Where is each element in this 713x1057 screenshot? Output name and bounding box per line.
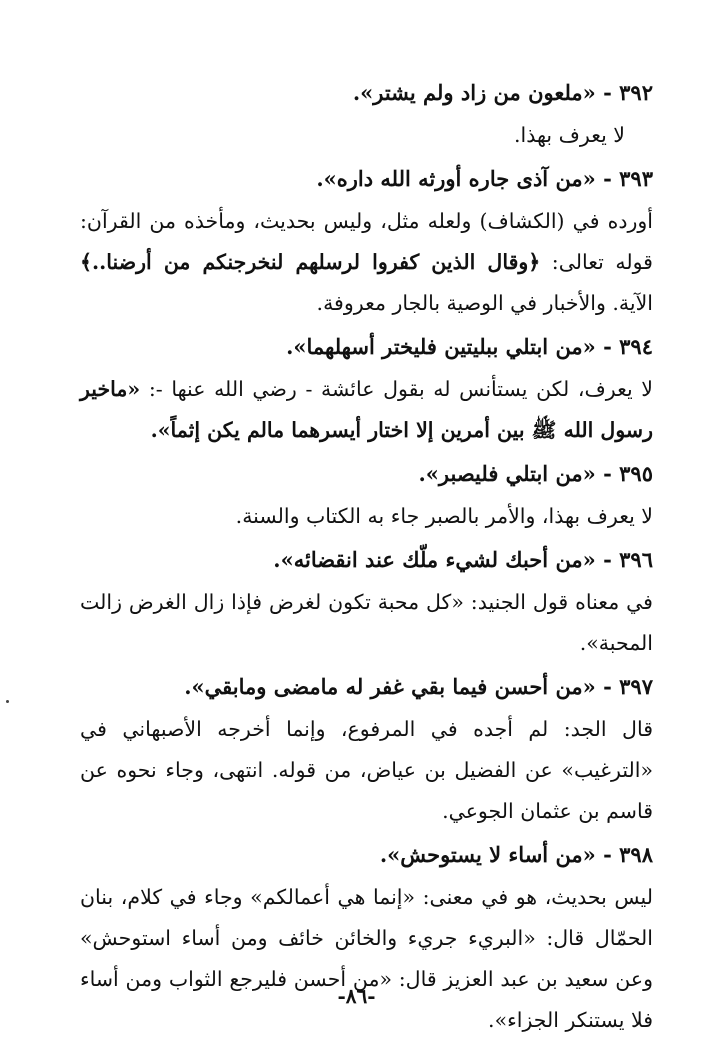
entry-heading	[80, 664, 653, 709]
entry-395	[80, 451, 653, 537]
entry-heading	[80, 156, 653, 201]
entry-number: ٣٩٨ -	[603, 842, 653, 867]
entry-number: ٣٩٤ -	[603, 334, 653, 359]
entry-body	[80, 877, 653, 1041]
entry-title: «من آذى جاره أورثه الله داره».	[316, 166, 596, 191]
entry-number: ٣٩٢ -	[603, 80, 653, 105]
entry-body	[80, 582, 653, 664]
entry-394	[80, 324, 653, 451]
entry-text: لا يعرف بهذا، والأمر بالصبر جاء به الكتاب والسنة.	[235, 504, 653, 528]
entry-body	[80, 496, 653, 537]
scan-speck	[6, 700, 9, 703]
entry-number: ٣٩٦ -	[603, 547, 653, 572]
entry-heading	[80, 70, 653, 115]
page-number: -٨٦-	[337, 984, 376, 1008]
entry-number: ٣٩٣ -	[603, 166, 653, 191]
entry-text: لا يعرف بهذا.	[513, 123, 625, 147]
entry-text: الآية. والأخبار في الوصية بالجار معروفة.	[316, 291, 653, 315]
page-content	[80, 70, 653, 1032]
entry-body	[80, 201, 653, 324]
entry-392	[80, 70, 653, 156]
entry-title: «من ابتلي ببليتين فليختر أسهلهما».	[286, 334, 596, 359]
entry-title: «من أحسن فيما بقي غفر له مامضى ومابقي».	[184, 674, 596, 699]
entry-heading	[80, 537, 653, 582]
entry-393	[80, 156, 653, 324]
entry-heading	[80, 832, 653, 877]
entry-396	[80, 537, 653, 664]
entry-text: لا يعرف، لكن يستأنس له بقول عائشة - رضي الله عنها -:	[140, 377, 653, 401]
entry-398	[80, 832, 653, 1041]
entry-text: قال الجد: لم أجده في المرفوع، وإنما أخرجه الأصبهاني في «الترغيب» عن الفضيل بن عياض، من قوله. انتهى، وجاء نحوه عن قاسم بن عثمان الجوعي.	[80, 717, 653, 823]
entry-title: «من ابتلي فليصبر».	[418, 461, 596, 486]
entry-number: ٣٩٧ -	[603, 674, 653, 699]
quran-quote: ﴿وقال الذين كفروا لرسلهم لنخرجنكم من أرضنا..﴾	[80, 250, 541, 274]
entry-heading	[80, 451, 653, 496]
hadith-quote: «ماخير رسول الله ﷺ بين أمرين إلا اختار أيسرهما مالم يكن إثماً».	[80, 377, 653, 442]
entry-title: «من أحبك لشيء ملّك عند انقضائه».	[273, 547, 596, 572]
entry-body	[80, 709, 653, 832]
entry-number: ٣٩٥ -	[603, 461, 653, 486]
entry-text: أورده في (الكشاف) ولعله مثل، وليس بحديث، ومأخذه من القرآن: قوله تعالى:	[80, 209, 653, 274]
entry-body	[80, 369, 653, 451]
entry-body	[80, 115, 653, 156]
entry-title: «ملعون من زاد ولم يشتر».	[352, 80, 596, 105]
entry-title: «من أساء لا يستوحش».	[379, 842, 596, 867]
entry-heading	[80, 324, 653, 369]
entry-text: ليس بحديث، هو في معنى: «إنما هي أعمالكم» وجاء في كلام، بنان الحمّال قال: «البريء جريء والخائن خائف ومن أساء استوحش» وعن سعيد بن عبد العزيز قال: «من أحسن فليرجع الثواب ومن أساء فلا يستنكر الجزاء».	[80, 885, 653, 1032]
entry-text: في معناه قول الجنيد: «كل محبة تكون لغرض فإذا زال الغرض زالت المحبة».	[80, 590, 653, 655]
entry-397	[80, 664, 653, 832]
